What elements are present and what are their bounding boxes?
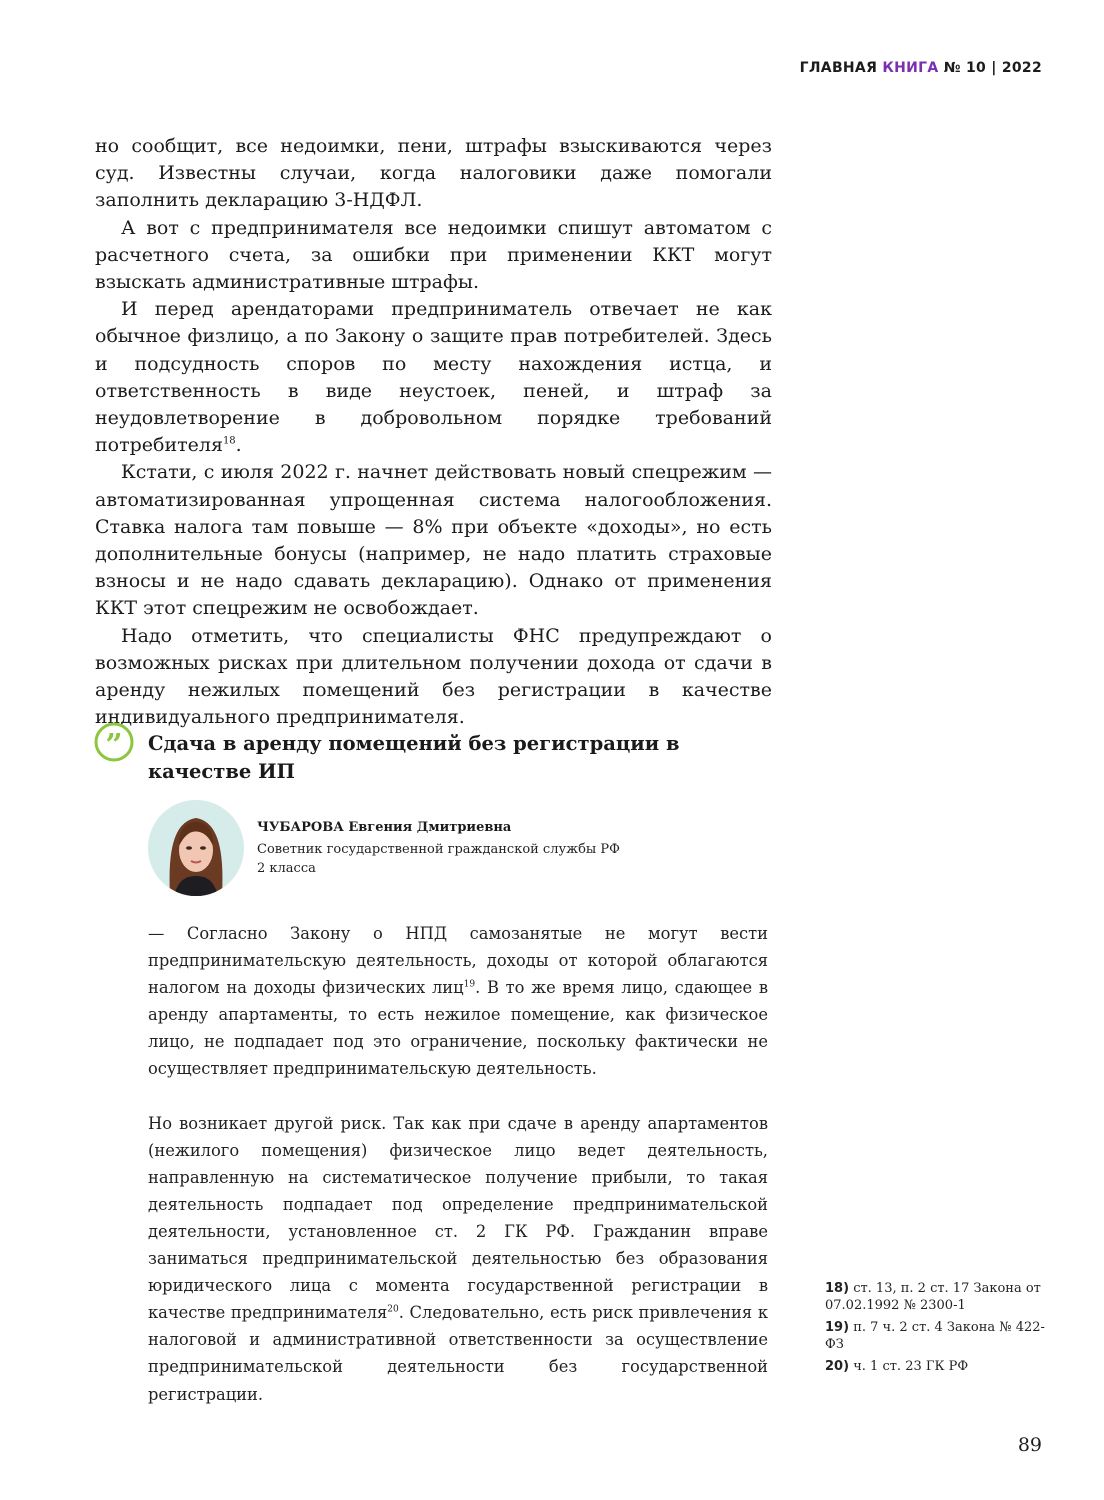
svg-text:”: ” (105, 728, 123, 762)
article-body (95, 133, 772, 731)
paragraph-text: И перед арендаторами предприниматель отвечает не как обычное физлицо, а по Закону о защите прав потребителей. Здесь и подсудность споров по месту нахождения истца, и ответственность в виде неустоек, пеней, и штраф за неудовлетворение в добровольном порядке требований потребителя (95, 298, 772, 457)
footnote-text: ч. 1 ст. 23 ГК РФ (853, 1359, 969, 1374)
footnote-item (825, 1358, 1045, 1375)
quote-title: Сдача в аренду помещений без регистрации в качестве ИП (148, 732, 680, 783)
brand-name-accent: КНИГА (882, 60, 939, 76)
footnote-number: 18) (825, 1281, 850, 1296)
comment-paragraph (148, 1110, 768, 1408)
footnotes (825, 1280, 1045, 1380)
expert-name: ЧУБАРОВА Евгения Дмитриевна (257, 820, 512, 835)
comment-text: — Согласно Закону о НПД самозанятые не могут вести предпринимательскую деятельность, доходы от которой облагаются налогом на доходы физических лиц (148, 924, 768, 998)
paragraph: но сообщит, все недоимки, пени, штрафы взыскиваются через суд. Известны случаи, когда налоговики даже помогали заполнить декларацию 3-НДФЛ. (95, 135, 772, 212)
comment-text: . В то же время лицо, сдающее в аренду апартаменты, то есть нежилое помещение, как физическое лицо, не подпадает под это ограничение, поскольку фактически не осуществляет предпринимательскую деятельность. (148, 978, 768, 1079)
footnote-ref[interactable]: 20 (387, 1304, 399, 1315)
footnote-item (825, 1280, 1045, 1314)
footnote-text: ст. 13, п. 2 ст. 17 Закона от 07.02.1992 № 2300-1 (825, 1281, 1041, 1313)
paragraph: Кстати, с июля 2022 г. начнет действовать новый спецрежим — автоматизированная упрощенная система налогообложения. Ставка налога там повыше — 8% при объекте «доходы», но есть дополнительные бонусы (например, не надо платить страховые взносы и не надо сдавать декларацию). Однако от применения ККТ этот спецрежим не освобождает. (95, 461, 772, 620)
paragraph-end: . (235, 434, 242, 457)
paragraph: А вот с предпринимателя все недоимки спишут автоматом с расчетного счета, за ошибки при применении ККТ могут взыскать административные штрафы. (95, 216, 772, 294)
footnote-number: 20) (825, 1359, 850, 1374)
paragraph (95, 296, 772, 459)
expert-comment (148, 920, 768, 1408)
expert-avatar (148, 800, 244, 896)
paragraph: Надо отметить, что специалисты ФНС предупреждают о возможных рисках при длительном получении дохода от сдачи в аренду нежилых помещений без регистрации в качестве индивидуального предпринимателя. (95, 624, 772, 729)
footnote-ref[interactable]: 18 (222, 435, 236, 447)
comment-paragraph (148, 920, 768, 1083)
expert-role-line: Советник государственной гражданской службы РФ (257, 842, 620, 857)
page-number: 89 (1017, 1434, 1042, 1456)
footnote-text: п. 7 ч. 2 ст. 4 Закона № 422-ФЗ (825, 1320, 1045, 1352)
footnote-number: 19) (825, 1320, 850, 1335)
quote-icon (94, 722, 134, 762)
footnote-item (825, 1319, 1045, 1353)
brand-name: ГЛАВНАЯ (799, 60, 878, 76)
issue-number: № 10 | 2022 (943, 60, 1042, 76)
comment-text: . Следовательно, есть риск привлечения к налоговой и административной ответственности за осуществление предпринимательской деятельности без государственной регистрации. (148, 1303, 768, 1404)
footnote-ref[interactable]: 19 (463, 979, 476, 990)
magazine-header (800, 60, 1042, 76)
comment-text: Но возникает другой риск. Так как при сдаче в аренду апартаментов (нежилого помещения) физическое лицо ведет деятельность, направленную на систематическое получение прибыли, то такая деятельность подпадает под определение предпринимательской деятельности, установленное ст. 2 ГК РФ. Гражданин вправе заниматься предпринимательской деятельностью без образования юридического лица с момента государственной регистрации в качестве предпринимателя (148, 1113, 768, 1323)
expert-role (257, 840, 637, 878)
expert-role-line: 2 класса (257, 861, 316, 876)
